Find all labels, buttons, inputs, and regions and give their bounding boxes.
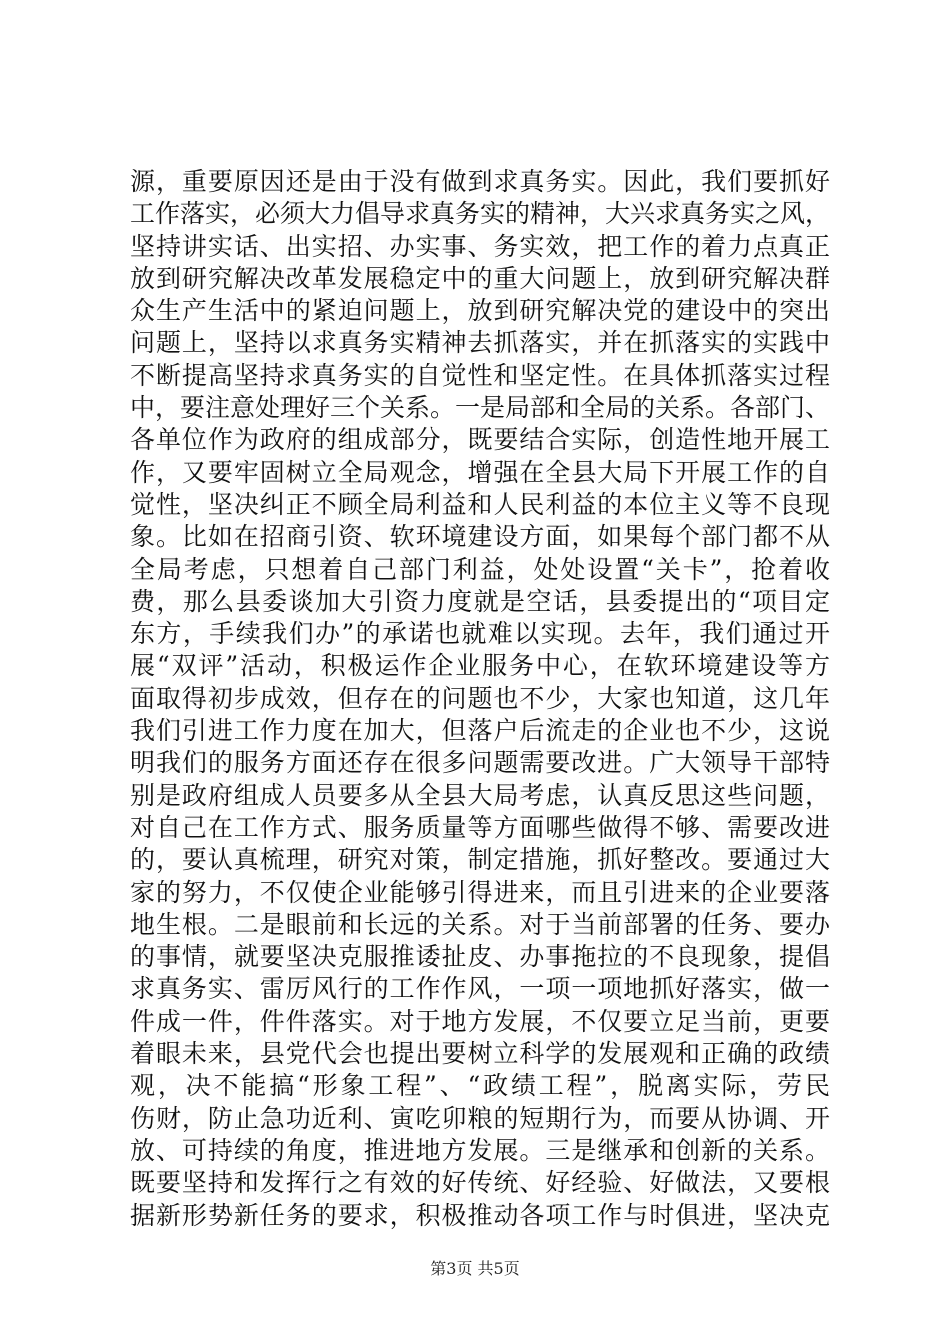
- text-line: 放到研究解决改革发展稳定中的重大问题上，放到研究解决群: [130, 263, 830, 293]
- text-line: 家的努力，不仅使企业能够引得进来，而且引进来的企业要落: [130, 877, 830, 907]
- text-line: 求真务实、雷厉风行的工作作风，一项一项地抓好落实，做一: [130, 974, 830, 1004]
- text-line: 中，要注意处理好三个关系。一是局部和全局的关系。各部门、: [130, 393, 831, 423]
- text-line: 着眼未来，县党代会也提出要树立科学的发展观和正确的政绩: [130, 1039, 830, 1069]
- text-line: 源，重要原因还是由于没有做到求真务实。因此，我们要抓好: [130, 167, 830, 196]
- text-line: 别是政府组成人员要多从全县大局考虑，认真反思这些问题，: [130, 780, 830, 810]
- text-line: 面取得初步成效，但存在的问题也不少，大家也知道，这几年: [130, 683, 830, 713]
- text-line: 不断提高坚持求真务实的自觉性和坚定性。在具体抓落实过程: [130, 360, 830, 390]
- text-line: 的事情，就要坚决克服推诿扯皮、办事拖拉的不良现象，提倡: [130, 942, 830, 972]
- text-line: 费，那么县委谈加大引资力度就是空话，县委提出的“项目定: [130, 586, 830, 616]
- text-line: 全局考虑，只想着自己部门利益，处处设置“关卡”，抢着收: [130, 554, 830, 584]
- text-line: 各单位作为政府的组成部分，既要结合实际，创造性地开展工: [130, 425, 830, 455]
- text-line: 坚持讲实话、出实招、办实事、务实效，把工作的着力点真正: [130, 231, 830, 261]
- text-line: 象。比如在招商引资、软环境建设方面，如果每个部门都不从: [130, 522, 830, 552]
- text-line: 作，又要牢固树立全局观念，增强在全县大局下开展工作的自: [130, 457, 830, 487]
- text-line: 既要坚持和发挥行之有效的好传统、好经验、好做法，又要根: [130, 1168, 830, 1198]
- text-line: 放、可持续的角度，推进地方发展。三是继承和创新的关系。: [130, 1135, 830, 1165]
- text-line: 伤财，防止急功近利、寅吃卯粮的短期行为，而要从协调、开: [130, 1103, 830, 1133]
- text-line: 据新形势新任务的要求，积极推动各项工作与时俱进，坚决克: [130, 1200, 830, 1230]
- text-line: 明我们的服务方面还存在很多问题需要改进。广大领导干部特: [130, 748, 830, 778]
- text-line: 件成一件，件件落实。对于地方发展，不仅要立足当前，更要: [130, 1006, 830, 1036]
- text-line: 我们引进工作力度在加大，但落户后流走的企业也不少，这说: [130, 716, 830, 746]
- text-line: 观，决不能搞“形象工程”、“政绩工程”，脱离实际，劳民: [130, 1071, 830, 1101]
- text-line: 展“双评”活动，积极运作企业服务中心，在软环境建设等方: [130, 651, 830, 681]
- text-line: 东方，手续我们办”的承诺也就难以实现。去年，我们通过开: [130, 619, 830, 649]
- text-line: 工作落实，必须大力倡导求真务实的精神，大兴求真务实之风，: [130, 199, 831, 229]
- text-line: 对自己在工作方式、服务质量等方面哪些做得不够、需要改进: [130, 812, 830, 842]
- text-line: 觉性，坚决纠正不顾全局利益和人民利益的本位主义等不良现: [130, 489, 830, 519]
- text-line: 地生根。二是眼前和长远的关系。对于当前部署的任务、要办: [130, 909, 830, 939]
- body-text: [130, 166, 830, 1232]
- text-line: 众生产生活中的紧迫问题上，放到研究解决党的建设中的突出: [130, 296, 830, 326]
- text-line: 问题上，坚持以求真务实精神去抓落实，并在抓落实的实践中: [130, 328, 830, 358]
- page-footer: 第3页 共5页: [430, 1259, 520, 1278]
- text-line: 的，要认真梳理，研究对策，制定措施，抓好整改。要通过大: [130, 845, 830, 875]
